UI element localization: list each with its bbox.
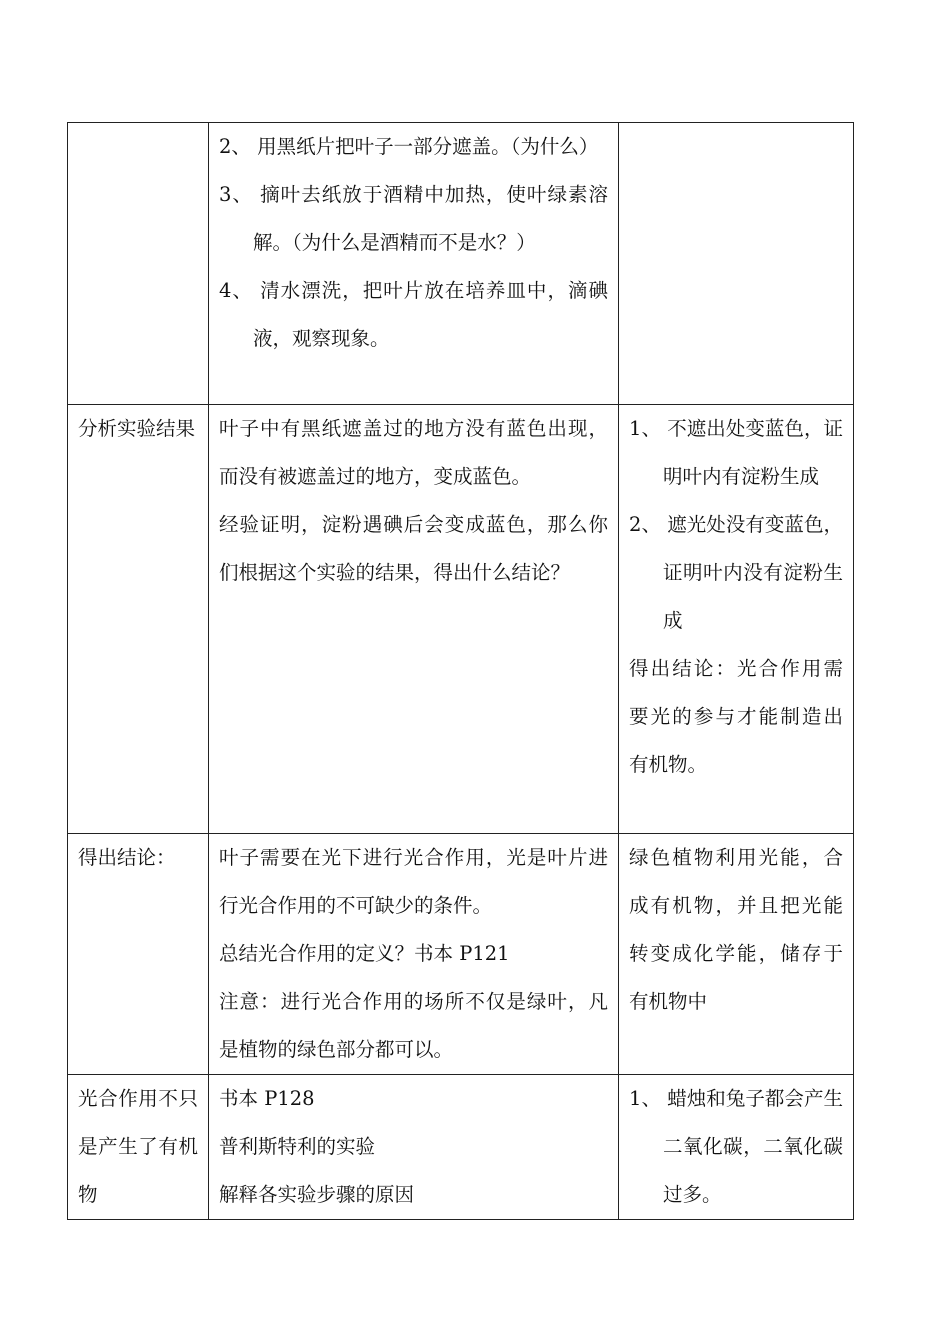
notes-cell: [619, 123, 854, 405]
row-label-cell: [68, 405, 209, 834]
row-label: 得出结论：: [78, 846, 176, 869]
table-row: [68, 834, 854, 1075]
row-label-cell: [68, 834, 209, 1075]
row-label: 光合作用不只是产生了有机物: [78, 1087, 198, 1206]
note-paragraph: 得出结论：光合作用需要光的参与才能制造出有机物。: [629, 657, 843, 776]
notes-cell: [619, 1075, 854, 1220]
row-label: 分析实验结果: [78, 417, 196, 440]
row-label-cell: [68, 123, 209, 405]
notes-cell: [619, 405, 854, 834]
content-cell: [209, 405, 619, 834]
note-item: 1、 不遮出处变蓝色，证明叶内有淀粉生成: [629, 417, 843, 488]
content-paragraph: 叶子需要在光下进行光合作用，光是叶片进行光合作用的不可缺少的条件。: [219, 846, 608, 917]
content-paragraph: 普利斯特利的实验: [219, 1135, 376, 1158]
note-item: 2、 遮光处没有变蓝色，证明叶内没有淀粉生成: [629, 513, 843, 632]
table-row: [68, 123, 854, 405]
content-paragraph: 总结光合作用的定义？书本 P121: [219, 942, 510, 965]
content-cell: [209, 123, 619, 405]
step-item: 4、 清水漂洗，把叶片放在培养皿中，滴碘液，观察现象。: [219, 279, 608, 350]
content-paragraph: 书本 P128: [219, 1087, 315, 1110]
note-item: 1、 蜡烛和兔子都会产生二氧化碳，二氧化碳过多。: [629, 1087, 843, 1206]
content-paragraph: 经验证明，淀粉遇碘后会变成蓝色，那么你们根据这个实验的结果，得出什么结论？: [219, 513, 608, 584]
table-row: [68, 1075, 854, 1220]
notes-cell: [619, 834, 854, 1075]
content-cell: [209, 834, 619, 1075]
note-paragraph: 绿色植物利用光能，合成有机物，并且把光能转变成化学能，储存于有机物中: [629, 846, 843, 1013]
table-row: [68, 405, 854, 834]
content-paragraph: 叶子中有黑纸遮盖过的地方没有蓝色出现，而没有被遮盖过的地方，变成蓝色。: [219, 417, 608, 488]
content-paragraph: 注意：进行光合作用的场所不仅是绿叶，凡是植物的绿色部分都可以。: [219, 990, 608, 1061]
lesson-plan-table: [67, 122, 854, 1220]
step-item: 2、 用黑纸片把叶子一部分遮盖。（为什么）: [219, 135, 599, 158]
content-cell: [209, 1075, 619, 1220]
step-item: 3、 摘叶去纸放于酒精中加热，使叶绿素溶解。（为什么是酒精而不是水？）: [219, 183, 608, 254]
content-paragraph: 解释各实验步骤的原因: [219, 1183, 415, 1206]
row-label-cell: [68, 1075, 209, 1220]
